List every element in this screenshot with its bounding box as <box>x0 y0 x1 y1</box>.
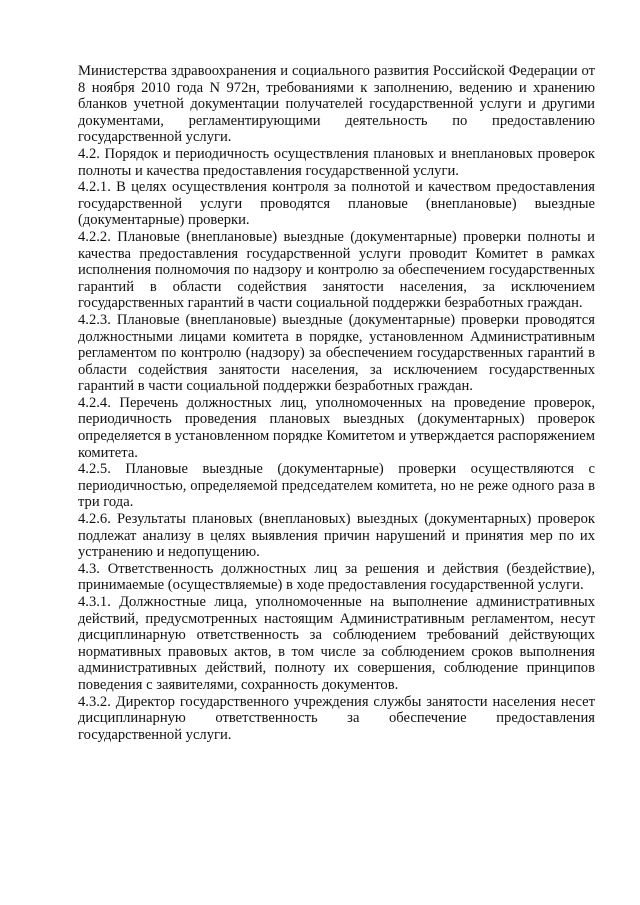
section-4-3-heading: 4.3. Ответственность должностных лиц за решения и действия (бездействие), принимаемые (осуществляемые) в ходе предоставления государственной услуги. <box>78 560 595 594</box>
paragraph-4-3-1: 4.3.1. Должностные лица, уполномоченные на выполнение административных действий, предусмотренных настоящим Административным регламентом, несут дисциплинарную ответственность за соблюдением требований действующих нормативных правовых актов, в том числе за соблюдением сроков выполнения административных действий, полноту их совершения, соблюдение принципов поведения с заявителями, сохранность документов. <box>78 594 595 693</box>
paragraph-4-2-6: 4.2.6. Результаты плановых (внеплановых) выездных (документарных) проверок подлежат анализу в целях выявления причин нарушений и принятия мер по их устранению и недопущению. <box>78 511 595 561</box>
paragraph-4-2-2: 4.2.2. Плановые (внеплановые) выездные (документарные) проверки полноты и качества предоставления государственной услуги проводит Комитет в рамках исполнения полномочия по надзору и контролю за обеспечением государственных гарантий в области содействия занятости населения, за исключением государственных гарантий в части социальной поддержки безработных граждан. <box>78 228 595 312</box>
section-4-2-heading: 4.2. Порядок и периодичность осуществления плановых и внеплановых проверок полноты и качества предоставления государственной услуги. <box>78 145 595 179</box>
paragraph-4-2-3: 4.2.3. Плановые (внеплановые) выездные (документарные) проверки проводятся должностными лицами комитета в порядке, установленном Административным регламентом по контролю (надзору) за обеспечением государственных гарантий в области содействия занятости населения, за исключением государственных гарантий в части социальной поддержки безработных граждан. <box>78 311 595 395</box>
paragraph-4-3-2: 4.3.2. Директор государственного учреждения службы занятости населения несет дисциплинарную ответственность за обеспечение предоставления государственной услуги. <box>78 693 595 743</box>
document-page <box>78 63 595 743</box>
paragraph-4-2-5: 4.2.5. Плановые выездные (документарные) проверки осуществляются с периодичностью, определяемой председателем комитета, но не реже одного раза в три года. <box>78 461 595 511</box>
paragraph-continuation: Министерства здравоохранения и социального развития Российской Федерации от 8 ноября 2010 года N 972н, требованиями к заполнению, ведению и хранению бланков учетной документации получателей государственной услуги и другими документами, регламентирующими деятельность по предоставлению государственной услуги. <box>78 63 595 146</box>
paragraph-4-2-4: 4.2.4. Перечень должностных лиц, уполномоченных на проведение проверок, периодичность проведения плановых выездных (документарных) проверок определяется в установленном порядке Комитетом и утверждается распоряжением комитета. <box>78 394 595 461</box>
paragraph-4-2-1: 4.2.1. В целях осуществления контроля за полнотой и качеством предоставления государственной услуги проводятся плановые (внеплановые) выездные (документарные) проверки. <box>78 179 595 229</box>
